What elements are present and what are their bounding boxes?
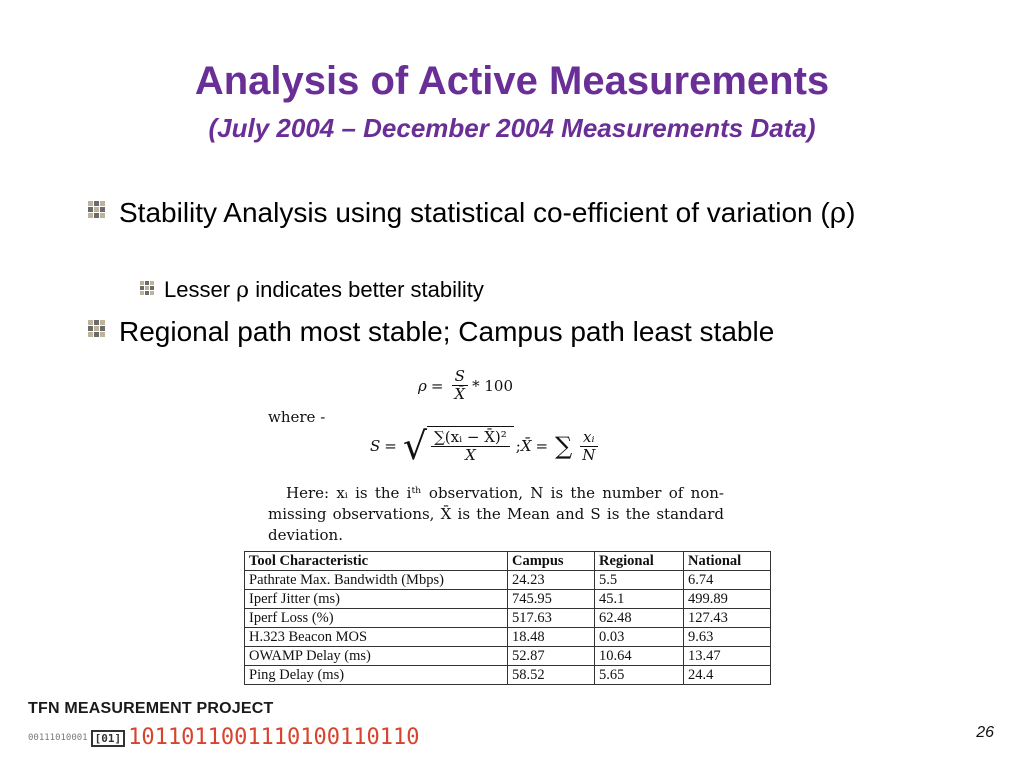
bullet-lesser-rho xyxy=(140,276,484,305)
bullet-regional-path xyxy=(88,315,774,349)
table-cell: 52.87 xyxy=(508,647,595,666)
table-row xyxy=(245,666,771,685)
measurements-table xyxy=(244,551,771,685)
table-row xyxy=(245,609,771,628)
table-cell: Pathrate Max. Bandwidth (Mbps) xyxy=(245,571,508,590)
table-cell: 10.64 xyxy=(595,647,684,666)
table-cell: 24.4 xyxy=(684,666,771,685)
table-cell: 13.47 xyxy=(684,647,771,666)
page-number: 26 xyxy=(976,724,994,741)
table-cell: 58.52 xyxy=(508,666,595,685)
table-cell: OWAMP Delay (ms) xyxy=(245,647,508,666)
table-cell: 745.95 xyxy=(508,590,595,609)
table-header: Regional xyxy=(595,552,684,571)
table-cell: H.323 Beacon MOS xyxy=(245,628,508,647)
table-cell: 18.48 xyxy=(508,628,595,647)
bullet-text: Lesser ρ indicates better stability xyxy=(164,277,484,303)
bracket-logo-icon: [01] xyxy=(91,730,126,747)
bullet-text: Stability Analysis using statistical co-efficient of variation (ρ) xyxy=(119,196,856,229)
table-cell: 499.89 xyxy=(684,590,771,609)
table-cell: Iperf Jitter (ms) xyxy=(245,590,508,609)
table-row xyxy=(245,647,771,666)
tfn-project-logo xyxy=(28,700,420,752)
table-cell: 62.48 xyxy=(595,609,684,628)
table-cell: 24.23 xyxy=(508,571,595,590)
slide-title: Analysis of Active Measurements xyxy=(194,59,830,103)
table-cell: Iperf Loss (%) xyxy=(245,609,508,628)
square-grid-bullet-icon xyxy=(140,281,154,295)
table-cell: 5.5 xyxy=(595,571,684,590)
slide-subtitle: (July 2004 – December 2004 Measurements Data) xyxy=(208,113,816,143)
table-header: National xyxy=(684,552,771,571)
table-row xyxy=(245,590,771,609)
table-cell: 0.03 xyxy=(595,628,684,647)
table-cell: 5.65 xyxy=(595,666,684,685)
bullet-text: Regional path most stable; Campus path least stable xyxy=(119,316,775,347)
rho-formula: ρ = $\frac{S}{X̄}$ * 100 xyxy=(418,367,513,403)
table-cell: 127.43 xyxy=(684,609,771,628)
where-label: where - xyxy=(268,408,326,426)
table-row xyxy=(245,628,771,647)
formula-explanation: Here: xᵢ is the iᵗʰ observation, N is the number of non-missing observations, X̄ is the Mean and S is the standard deviation. xyxy=(268,484,724,544)
table-cell: 45.1 xyxy=(595,590,684,609)
table-cell: Ping Delay (ms) xyxy=(245,666,508,685)
table-cell: 517.63 xyxy=(508,609,595,628)
square-grid-bullet-icon xyxy=(88,320,105,337)
table-cell: 9.63 xyxy=(684,628,771,647)
table-header: Campus xyxy=(508,552,595,571)
square-grid-bullet-icon xyxy=(88,201,105,218)
binary-strip: 00111010001 [01] 1011011001110100110110 xyxy=(28,725,420,750)
table-header-row xyxy=(245,552,771,571)
logo-title: TFN MEASUREMENT PROJECT xyxy=(28,700,274,717)
table-row xyxy=(245,571,771,590)
table-cell: 6.74 xyxy=(684,571,771,590)
std-dev-formula: S = √ $\frac{\text{∑(xᵢ − X̄)²}}{X}$ ; X̄ = ∑ $\frac{\text{xᵢ}}{N}$ xyxy=(370,426,602,466)
table-header: Tool Characteristic xyxy=(245,552,508,571)
bullet-stability-analysis xyxy=(88,196,868,230)
